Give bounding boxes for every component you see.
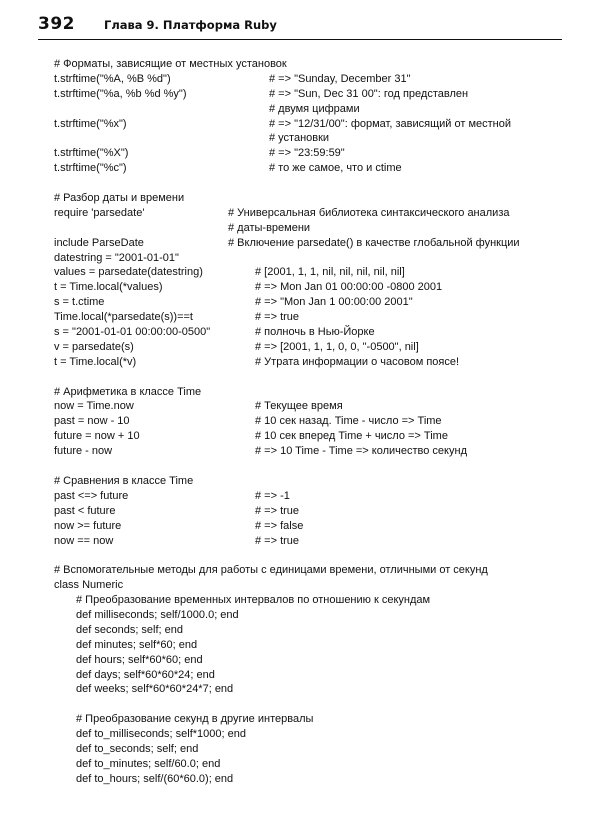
- code-line: [54, 534, 574, 549]
- code-text: # Вспомогательные методы для работы с единицами времени, отличными от секунд: [54, 564, 488, 577]
- code-text: past < future: [54, 504, 116, 517]
- code-comment: # => [2001, 1, 1, 0, 0, "-0500", nil]: [255, 340, 419, 353]
- code-text: # Сравнения в классе Time: [54, 474, 194, 487]
- code-line: [54, 772, 574, 787]
- code-text: include ParseDate: [54, 236, 144, 249]
- code-comment: # Текущее время: [255, 400, 343, 413]
- code-line: [54, 221, 574, 236]
- code-line: [54, 623, 574, 638]
- code-comment: # [2001, 1, 1, nil, nil, nil, nil, nil]: [255, 266, 405, 279]
- code-text: def to_hours; self/(60*60.0); end: [76, 772, 234, 785]
- code-text: now >= future: [54, 519, 122, 532]
- code-line: [54, 280, 574, 295]
- code-comment: # Универсальная библиотека синтаксического анализа: [228, 206, 510, 219]
- code-text: def milliseconds; self/1000.0; end: [76, 608, 239, 621]
- code-comment: # => false: [255, 519, 304, 532]
- code-line: [54, 593, 574, 608]
- code-text: require 'parsedate': [54, 206, 145, 219]
- code-line: [54, 295, 574, 310]
- page-number: 392: [38, 14, 75, 34]
- code-text: # Разбор даты и времени: [54, 192, 185, 205]
- code-text: class Numeric: [54, 579, 124, 592]
- code-text: def weeks; self*60*60*24*7; end: [76, 683, 234, 696]
- code-comment: # полночь в Нью-Йорке: [255, 326, 375, 339]
- code-text: now = Time.now: [54, 400, 134, 413]
- code-line: [54, 236, 574, 251]
- code-line: [54, 504, 574, 519]
- code-text: future = now + 10: [54, 430, 140, 443]
- code-line: [54, 310, 574, 325]
- code-line: [54, 399, 574, 414]
- code-comment: # двумя цифрами: [269, 102, 360, 115]
- code-text: t.strftime("%A, %B %d"): [54, 72, 171, 85]
- code-comment: # => "Sunday, December 31": [269, 72, 411, 85]
- code-text: def days; self*60*60*24; end: [76, 668, 215, 681]
- code-text: s = "2001-01-01 00:00:00-0500": [54, 326, 211, 339]
- code-line: [54, 653, 574, 668]
- code-text: # Преобразование временных интервалов по отношению к секундам: [76, 594, 431, 607]
- code-line: [54, 87, 574, 102]
- code-line: [54, 474, 574, 489]
- code-text: past = now - 10: [54, 415, 130, 428]
- code-text: def minutes; self*60; end: [76, 638, 198, 651]
- code-line: [54, 146, 574, 161]
- code-line: [54, 548, 574, 563]
- code-text: datestring = "2001-01-01": [54, 251, 179, 264]
- code-line: [54, 578, 574, 593]
- code-text: future - now: [54, 445, 113, 458]
- code-comment: # => true: [255, 311, 300, 324]
- code-line: [54, 385, 574, 400]
- code-line: [54, 697, 574, 712]
- code-line: [54, 57, 574, 72]
- header-rule: [38, 39, 562, 40]
- code-line: [54, 117, 574, 132]
- code-line: [54, 742, 574, 757]
- code-line: [54, 340, 574, 355]
- code-comment: # установки: [269, 132, 330, 145]
- code-line: [54, 176, 574, 191]
- code-line: [54, 206, 574, 221]
- code-line: [54, 459, 574, 474]
- code-text: t.strftime("%c"): [54, 162, 127, 175]
- code-line: [54, 370, 574, 385]
- code-line: [54, 325, 574, 340]
- code-text: values = parsedate(datestring): [54, 266, 203, 279]
- code-comment: # => 10 Time - Time => количество секунд: [255, 445, 467, 458]
- code-line: [54, 131, 574, 146]
- code-line: [54, 608, 574, 623]
- code-comment: # то же самое, что и ctime: [269, 162, 402, 175]
- page-header: [38, 12, 562, 46]
- code-text: Time.local(*parsedate(s))==t: [54, 311, 193, 324]
- code-comment: # Утрата информации о часовом поясе!: [255, 355, 460, 368]
- code-line: [54, 102, 574, 117]
- code-text: t.strftime("%X"): [54, 147, 129, 160]
- code-line: [54, 682, 574, 697]
- code-comment: # => -1: [255, 489, 290, 502]
- code-text: # Арифметика в классе Time: [54, 385, 202, 398]
- code-comment: # даты-времени: [228, 221, 311, 234]
- code-line: [54, 265, 574, 280]
- code-text: def to_minutes; self/60.0; end: [76, 757, 221, 770]
- code-line: [54, 563, 574, 578]
- code-line: [54, 161, 574, 176]
- code-line: [54, 712, 574, 727]
- code-comment: # => true: [255, 534, 300, 547]
- code-text: # Преобразование секунд в другие интервалы: [76, 713, 314, 726]
- chapter-title: Глава 9. Платформа Ruby: [104, 18, 277, 32]
- code-comment: # 10 сек назад. Time - число => Time: [255, 415, 442, 428]
- code-text: past <=> future: [54, 489, 129, 502]
- code-line: [54, 489, 574, 504]
- code-line: [54, 727, 574, 742]
- code-line: [54, 668, 574, 683]
- code-line: [54, 191, 574, 206]
- code-line: [54, 757, 574, 772]
- code-text: def to_milliseconds; self*1000; end: [76, 728, 246, 741]
- code-text: def hours; self*60*60; end: [76, 653, 203, 666]
- code-text: def seconds; self; end: [76, 623, 184, 636]
- code-line: [54, 638, 574, 653]
- code-comment: # => "Mon Jan 1 00:00:00 2001": [255, 296, 413, 309]
- code-comment: # => true: [255, 504, 300, 517]
- code-text: t = Time.local(*v): [54, 355, 137, 368]
- code-comment: # => "Sun, Dec 31 00": год представлен: [269, 87, 469, 100]
- code-text: t = Time.local(*values): [54, 281, 163, 294]
- code-line: [54, 519, 574, 534]
- code-line: [54, 429, 574, 444]
- code-line: [54, 444, 574, 459]
- code-listing: [54, 57, 574, 787]
- code-text: # Форматы, зависящие от местных установок: [54, 58, 287, 70]
- code-text: v = parsedate(s): [54, 340, 134, 353]
- code-line: [54, 251, 574, 266]
- code-text: t.strftime("%a, %b %d %y"): [54, 87, 187, 100]
- code-text: def to_seconds; self; end: [76, 742, 199, 755]
- code-line: [54, 72, 574, 87]
- code-text: t.strftime("%x"): [54, 117, 127, 130]
- code-comment: # => "23:59:59": [269, 147, 345, 160]
- code-line: [54, 355, 574, 370]
- code-comment: # Включение parsedate() в качестве глобальной функции: [228, 236, 520, 249]
- code-text: s = t.ctime: [54, 296, 105, 309]
- code-comment: # => "12/31/00": формат, зависящий от местной: [269, 117, 511, 130]
- code-line: [54, 414, 574, 429]
- code-comment: # => Mon Jan 01 00:00:00 -0800 2001: [255, 281, 443, 294]
- code-comment: # 10 сек вперед Time + число => Time: [255, 430, 448, 443]
- code-text: now == now: [54, 534, 114, 547]
